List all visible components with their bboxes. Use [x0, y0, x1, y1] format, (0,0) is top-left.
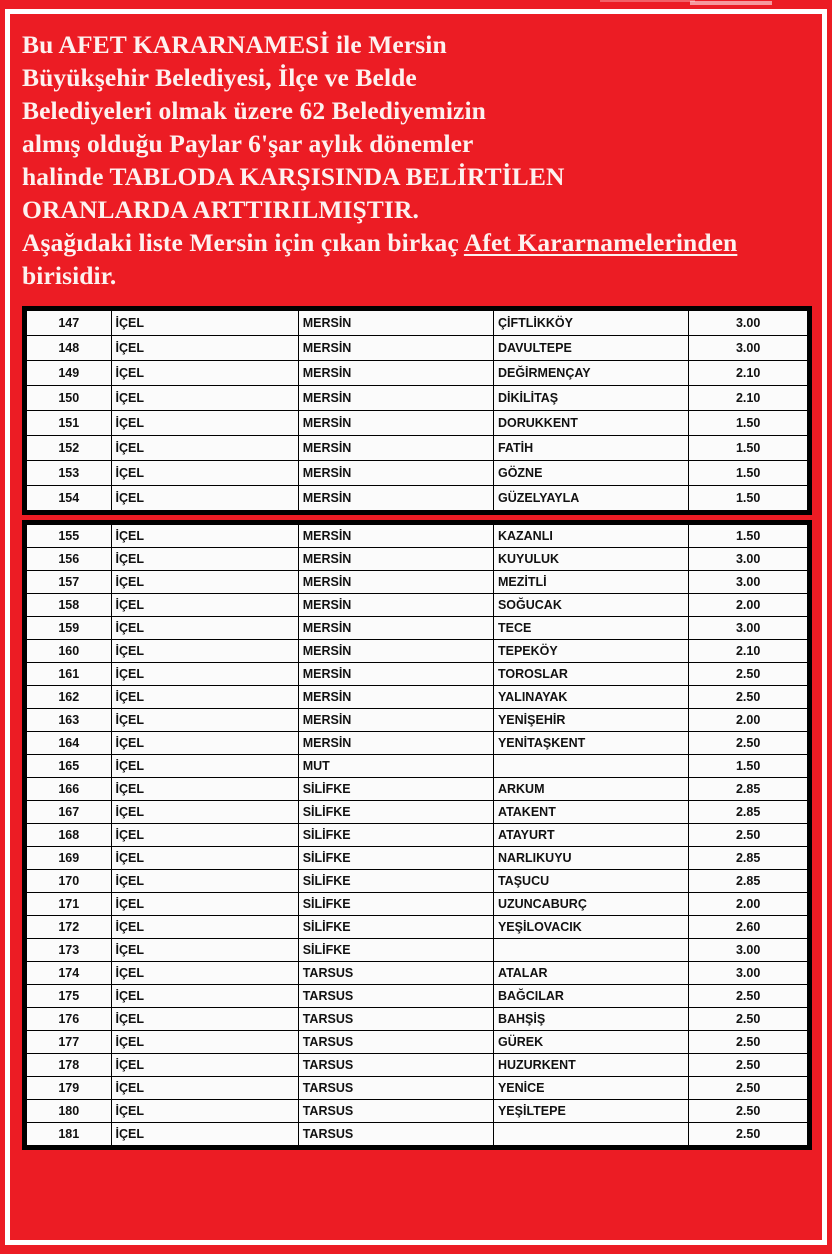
- cell-belde: YEŞİLTEPE: [493, 1100, 688, 1123]
- cell-il: İÇEL: [111, 824, 298, 847]
- cell-il: İÇEL: [111, 778, 298, 801]
- cell-ilce: MERSİN: [298, 436, 493, 461]
- cell-il: İÇEL: [111, 801, 298, 824]
- cell-oran: 1.50: [689, 436, 808, 461]
- cell-oran: 2.85: [689, 847, 808, 870]
- cell-belde: DAVULTEPE: [493, 336, 688, 361]
- cell-no: 176: [27, 1008, 112, 1031]
- cell-il: İÇEL: [111, 755, 298, 778]
- cell-ilce: TARSUS: [298, 985, 493, 1008]
- table-row: [27, 336, 808, 361]
- cell-oran: 1.50: [689, 486, 808, 511]
- cell-oran: 1.50: [689, 525, 808, 548]
- headline-line-5: halinde TABLODA KARŞISINDA BELİRTİLEN: [22, 162, 565, 191]
- cell-oran: 2.50: [689, 1100, 808, 1123]
- cell-oran: 2.50: [689, 824, 808, 847]
- table-row: [27, 939, 808, 962]
- cell-no: 153: [27, 461, 112, 486]
- cell-no: 179: [27, 1077, 112, 1100]
- cell-no: 178: [27, 1054, 112, 1077]
- cell-il: İÇEL: [111, 386, 298, 411]
- cell-ilce: TARSUS: [298, 1031, 493, 1054]
- table-row: [27, 824, 808, 847]
- cell-belde: GÜREK: [493, 1031, 688, 1054]
- cell-ilce: MERSİN: [298, 732, 493, 755]
- cell-oran: 2.60: [689, 916, 808, 939]
- cell-no: 165: [27, 755, 112, 778]
- cell-ilce: MERSİN: [298, 411, 493, 436]
- cell-oran: 2.85: [689, 801, 808, 824]
- cell-belde: TOROSLAR: [493, 663, 688, 686]
- cell-ilce: SİLİFKE: [298, 824, 493, 847]
- cell-belde: ATALAR: [493, 962, 688, 985]
- cell-oran: 2.50: [689, 663, 808, 686]
- table-block-b: [22, 520, 812, 1150]
- table-row: [27, 411, 808, 436]
- table-row: [27, 686, 808, 709]
- cell-ilce: TARSUS: [298, 1008, 493, 1031]
- cell-no: 157: [27, 571, 112, 594]
- cell-il: İÇEL: [111, 939, 298, 962]
- cell-ilce: MERSİN: [298, 594, 493, 617]
- cell-belde: DORUKKENT: [493, 411, 688, 436]
- cell-ilce: TARSUS: [298, 962, 493, 985]
- cell-ilce: MERSİN: [298, 336, 493, 361]
- cell-ilce: SİLİFKE: [298, 870, 493, 893]
- table-row: [27, 571, 808, 594]
- cell-oran: 2.50: [689, 985, 808, 1008]
- cell-no: 164: [27, 732, 112, 755]
- cell-oran: 2.50: [689, 1008, 808, 1031]
- cell-oran: 2.50: [689, 1031, 808, 1054]
- cell-ilce: MERSİN: [298, 461, 493, 486]
- cell-no: 147: [27, 311, 112, 336]
- cell-no: 163: [27, 709, 112, 732]
- table-row: [27, 461, 808, 486]
- cell-ilce: SİLİFKE: [298, 847, 493, 870]
- cell-no: 154: [27, 486, 112, 511]
- headline-block: [10, 14, 822, 298]
- cell-ilce: MERSİN: [298, 386, 493, 411]
- cell-il: İÇEL: [111, 732, 298, 755]
- cell-ilce: SİLİFKE: [298, 939, 493, 962]
- cell-il: İÇEL: [111, 311, 298, 336]
- table-row: [27, 525, 808, 548]
- cell-ilce: SİLİFKE: [298, 778, 493, 801]
- cell-oran: 2.50: [689, 686, 808, 709]
- cell-belde: ARKUM: [493, 778, 688, 801]
- cell-no: 169: [27, 847, 112, 870]
- cell-oran: 2.00: [689, 594, 808, 617]
- cell-no: 168: [27, 824, 112, 847]
- table-row: [27, 640, 808, 663]
- cell-ilce: MERSİN: [298, 571, 493, 594]
- table-row: [27, 801, 808, 824]
- cell-belde: KUYULUK: [493, 548, 688, 571]
- cell-ilce: MERSİN: [298, 709, 493, 732]
- cell-no: 173: [27, 939, 112, 962]
- cell-no: 172: [27, 916, 112, 939]
- share-table-a: [26, 310, 808, 511]
- table-blocks: [22, 306, 812, 1150]
- cell-oran: 2.85: [689, 870, 808, 893]
- cell-oran: 3.00: [689, 311, 808, 336]
- cell-belde: GÜZELYAYLA: [493, 486, 688, 511]
- cell-il: İÇEL: [111, 486, 298, 511]
- cell-il: İÇEL: [111, 640, 298, 663]
- cell-no: 152: [27, 436, 112, 461]
- cell-belde: KAZANLI: [493, 525, 688, 548]
- footnote-line: [22, 226, 816, 292]
- cell-ilce: SİLİFKE: [298, 893, 493, 916]
- cell-belde: ATAKENT: [493, 801, 688, 824]
- footnote-suffix: birisidir.: [22, 261, 117, 290]
- cell-belde: GÖZNE: [493, 461, 688, 486]
- cell-belde: FATİH: [493, 436, 688, 461]
- cell-oran: 2.10: [689, 386, 808, 411]
- cell-no: 171: [27, 893, 112, 916]
- table-row: [27, 1054, 808, 1077]
- cell-ilce: MUT: [298, 755, 493, 778]
- cell-oran: 1.50: [689, 755, 808, 778]
- cell-belde: DİKİLİTAŞ: [493, 386, 688, 411]
- cell-belde: [493, 755, 688, 778]
- cell-no: 167: [27, 801, 112, 824]
- cell-il: İÇEL: [111, 985, 298, 1008]
- cell-no: 160: [27, 640, 112, 663]
- cell-belde: YENİŞEHİR: [493, 709, 688, 732]
- cell-il: İÇEL: [111, 548, 298, 571]
- cell-belde: BAĞCILAR: [493, 985, 688, 1008]
- table-row: [27, 1008, 808, 1031]
- headline-line-6: ORANLARDA ARTTIRILMIŞTIR.: [22, 195, 419, 224]
- cell-no: 175: [27, 985, 112, 1008]
- table-row: [27, 311, 808, 336]
- cell-belde: [493, 939, 688, 962]
- cell-no: 166: [27, 778, 112, 801]
- cell-oran: 3.00: [689, 548, 808, 571]
- cell-ilce: SİLİFKE: [298, 801, 493, 824]
- cell-ilce: TARSUS: [298, 1077, 493, 1100]
- scan-artifact-top: [600, 0, 695, 2]
- cell-no: 162: [27, 686, 112, 709]
- cell-ilce: MERSİN: [298, 525, 493, 548]
- cell-il: İÇEL: [111, 1123, 298, 1146]
- cell-ilce: TARSUS: [298, 1100, 493, 1123]
- cell-il: İÇEL: [111, 663, 298, 686]
- cell-ilce: MERSİN: [298, 617, 493, 640]
- cell-oran: 2.50: [689, 1123, 808, 1146]
- cell-il: İÇEL: [111, 1031, 298, 1054]
- cell-il: İÇEL: [111, 686, 298, 709]
- cell-belde: YEŞİLOVACIK: [493, 916, 688, 939]
- headline-line-2: Büyükşehir Belediyesi, İlçe ve Belde: [22, 63, 417, 92]
- cell-il: İÇEL: [111, 893, 298, 916]
- cell-il: İÇEL: [111, 1054, 298, 1077]
- cell-il: İÇEL: [111, 847, 298, 870]
- cell-oran: 2.10: [689, 361, 808, 386]
- table-row: [27, 1100, 808, 1123]
- cell-oran: 2.00: [689, 893, 808, 916]
- cell-no: 174: [27, 962, 112, 985]
- headline-line-3: Belediyeleri olmak üzere 62 Belediyemizin: [22, 96, 486, 125]
- cell-oran: 2.85: [689, 778, 808, 801]
- cell-ilce: MERSİN: [298, 640, 493, 663]
- cell-il: İÇEL: [111, 436, 298, 461]
- cell-belde: TECE: [493, 617, 688, 640]
- cell-no: 170: [27, 870, 112, 893]
- table-row: [27, 548, 808, 571]
- table-row: [27, 1123, 808, 1146]
- cell-il: İÇEL: [111, 411, 298, 436]
- cell-il: İÇEL: [111, 1077, 298, 1100]
- cell-belde: [493, 1123, 688, 1146]
- cell-il: İÇEL: [111, 1100, 298, 1123]
- cell-belde: YENİCE: [493, 1077, 688, 1100]
- cell-il: İÇEL: [111, 962, 298, 985]
- cell-oran: 2.50: [689, 732, 808, 755]
- footnote-prefix: Aşağıdaki liste Mersin için çıkan birkaç: [22, 228, 464, 257]
- table-row: [27, 617, 808, 640]
- table-row: [27, 755, 808, 778]
- cell-no: 159: [27, 617, 112, 640]
- cell-oran: 2.50: [689, 1077, 808, 1100]
- cell-belde: TAŞUCU: [493, 870, 688, 893]
- cell-no: 158: [27, 594, 112, 617]
- cell-no: 150: [27, 386, 112, 411]
- cell-il: İÇEL: [111, 525, 298, 548]
- table-row: [27, 709, 808, 732]
- cell-no: 180: [27, 1100, 112, 1123]
- cell-oran: 3.00: [689, 617, 808, 640]
- cell-il: İÇEL: [111, 461, 298, 486]
- table-row: [27, 1031, 808, 1054]
- cell-belde: YALINAYAK: [493, 686, 688, 709]
- cell-ilce: MERSİN: [298, 548, 493, 571]
- cell-il: İÇEL: [111, 617, 298, 640]
- table-row: [27, 663, 808, 686]
- cell-ilce: MERSİN: [298, 686, 493, 709]
- cell-belde: YENİTAŞKENT: [493, 732, 688, 755]
- cell-il: İÇEL: [111, 709, 298, 732]
- cell-il: İÇEL: [111, 870, 298, 893]
- cell-oran: 2.50: [689, 1054, 808, 1077]
- cell-belde: BAHŞİŞ: [493, 1008, 688, 1031]
- cell-ilce: TARSUS: [298, 1123, 493, 1146]
- cell-oran: 2.10: [689, 640, 808, 663]
- scan-artifact-bar: [690, 1, 772, 5]
- table-row: [27, 1077, 808, 1100]
- table-block-a: [22, 306, 812, 515]
- cell-oran: 3.00: [689, 336, 808, 361]
- table-row: [27, 847, 808, 870]
- cell-oran: 2.00: [689, 709, 808, 732]
- table-row: [27, 778, 808, 801]
- table-row: [27, 361, 808, 386]
- cell-il: İÇEL: [111, 336, 298, 361]
- cell-no: 151: [27, 411, 112, 436]
- table-row: [27, 870, 808, 893]
- cell-ilce: MERSİN: [298, 361, 493, 386]
- headline-line-4: almış olduğu Paylar 6'şar aylık dönemler: [22, 129, 474, 158]
- cell-belde: UZUNCABURÇ: [493, 893, 688, 916]
- table-row: [27, 985, 808, 1008]
- table-row: [27, 732, 808, 755]
- table-row: [27, 916, 808, 939]
- cell-no: 148: [27, 336, 112, 361]
- afet-kararnameleri-link[interactable]: Afet Kararnamelerinden: [463, 228, 738, 257]
- table-row: [27, 486, 808, 511]
- cell-belde: ÇİFTLİKKÖY: [493, 311, 688, 336]
- cell-il: İÇEL: [111, 571, 298, 594]
- headline-line-1: Bu AFET KARARNAMESİ ile Mersin: [22, 30, 447, 59]
- cell-belde: NARLIKUYU: [493, 847, 688, 870]
- cell-oran: 1.50: [689, 411, 808, 436]
- table-row: [27, 893, 808, 916]
- cell-no: 177: [27, 1031, 112, 1054]
- cell-oran: 3.00: [689, 939, 808, 962]
- cell-belde: ATAYURT: [493, 824, 688, 847]
- cell-no: 181: [27, 1123, 112, 1146]
- share-table-b: [26, 524, 808, 1146]
- cell-no: 161: [27, 663, 112, 686]
- cell-belde: HUZURKENT: [493, 1054, 688, 1077]
- cell-belde: TEPEKÖY: [493, 640, 688, 663]
- cell-il: İÇEL: [111, 594, 298, 617]
- table-row: [27, 962, 808, 985]
- cell-no: 149: [27, 361, 112, 386]
- page-content: [10, 14, 822, 1240]
- cell-belde: SOĞUCAK: [493, 594, 688, 617]
- cell-ilce: TARSUS: [298, 1054, 493, 1077]
- cell-ilce: MERSİN: [298, 486, 493, 511]
- cell-il: İÇEL: [111, 1008, 298, 1031]
- cell-oran: 1.50: [689, 461, 808, 486]
- cell-ilce: MERSİN: [298, 311, 493, 336]
- cell-oran: 3.00: [689, 962, 808, 985]
- cell-oran: 3.00: [689, 571, 808, 594]
- cell-belde: DEĞİRMENÇAY: [493, 361, 688, 386]
- table-row: [27, 594, 808, 617]
- table-row: [27, 386, 808, 411]
- cell-no: 155: [27, 525, 112, 548]
- cell-il: İÇEL: [111, 916, 298, 939]
- cell-no: 156: [27, 548, 112, 571]
- cell-il: İÇEL: [111, 361, 298, 386]
- table-row: [27, 436, 808, 461]
- cell-belde: MEZİTLİ: [493, 571, 688, 594]
- cell-ilce: SİLİFKE: [298, 916, 493, 939]
- cell-ilce: MERSİN: [298, 663, 493, 686]
